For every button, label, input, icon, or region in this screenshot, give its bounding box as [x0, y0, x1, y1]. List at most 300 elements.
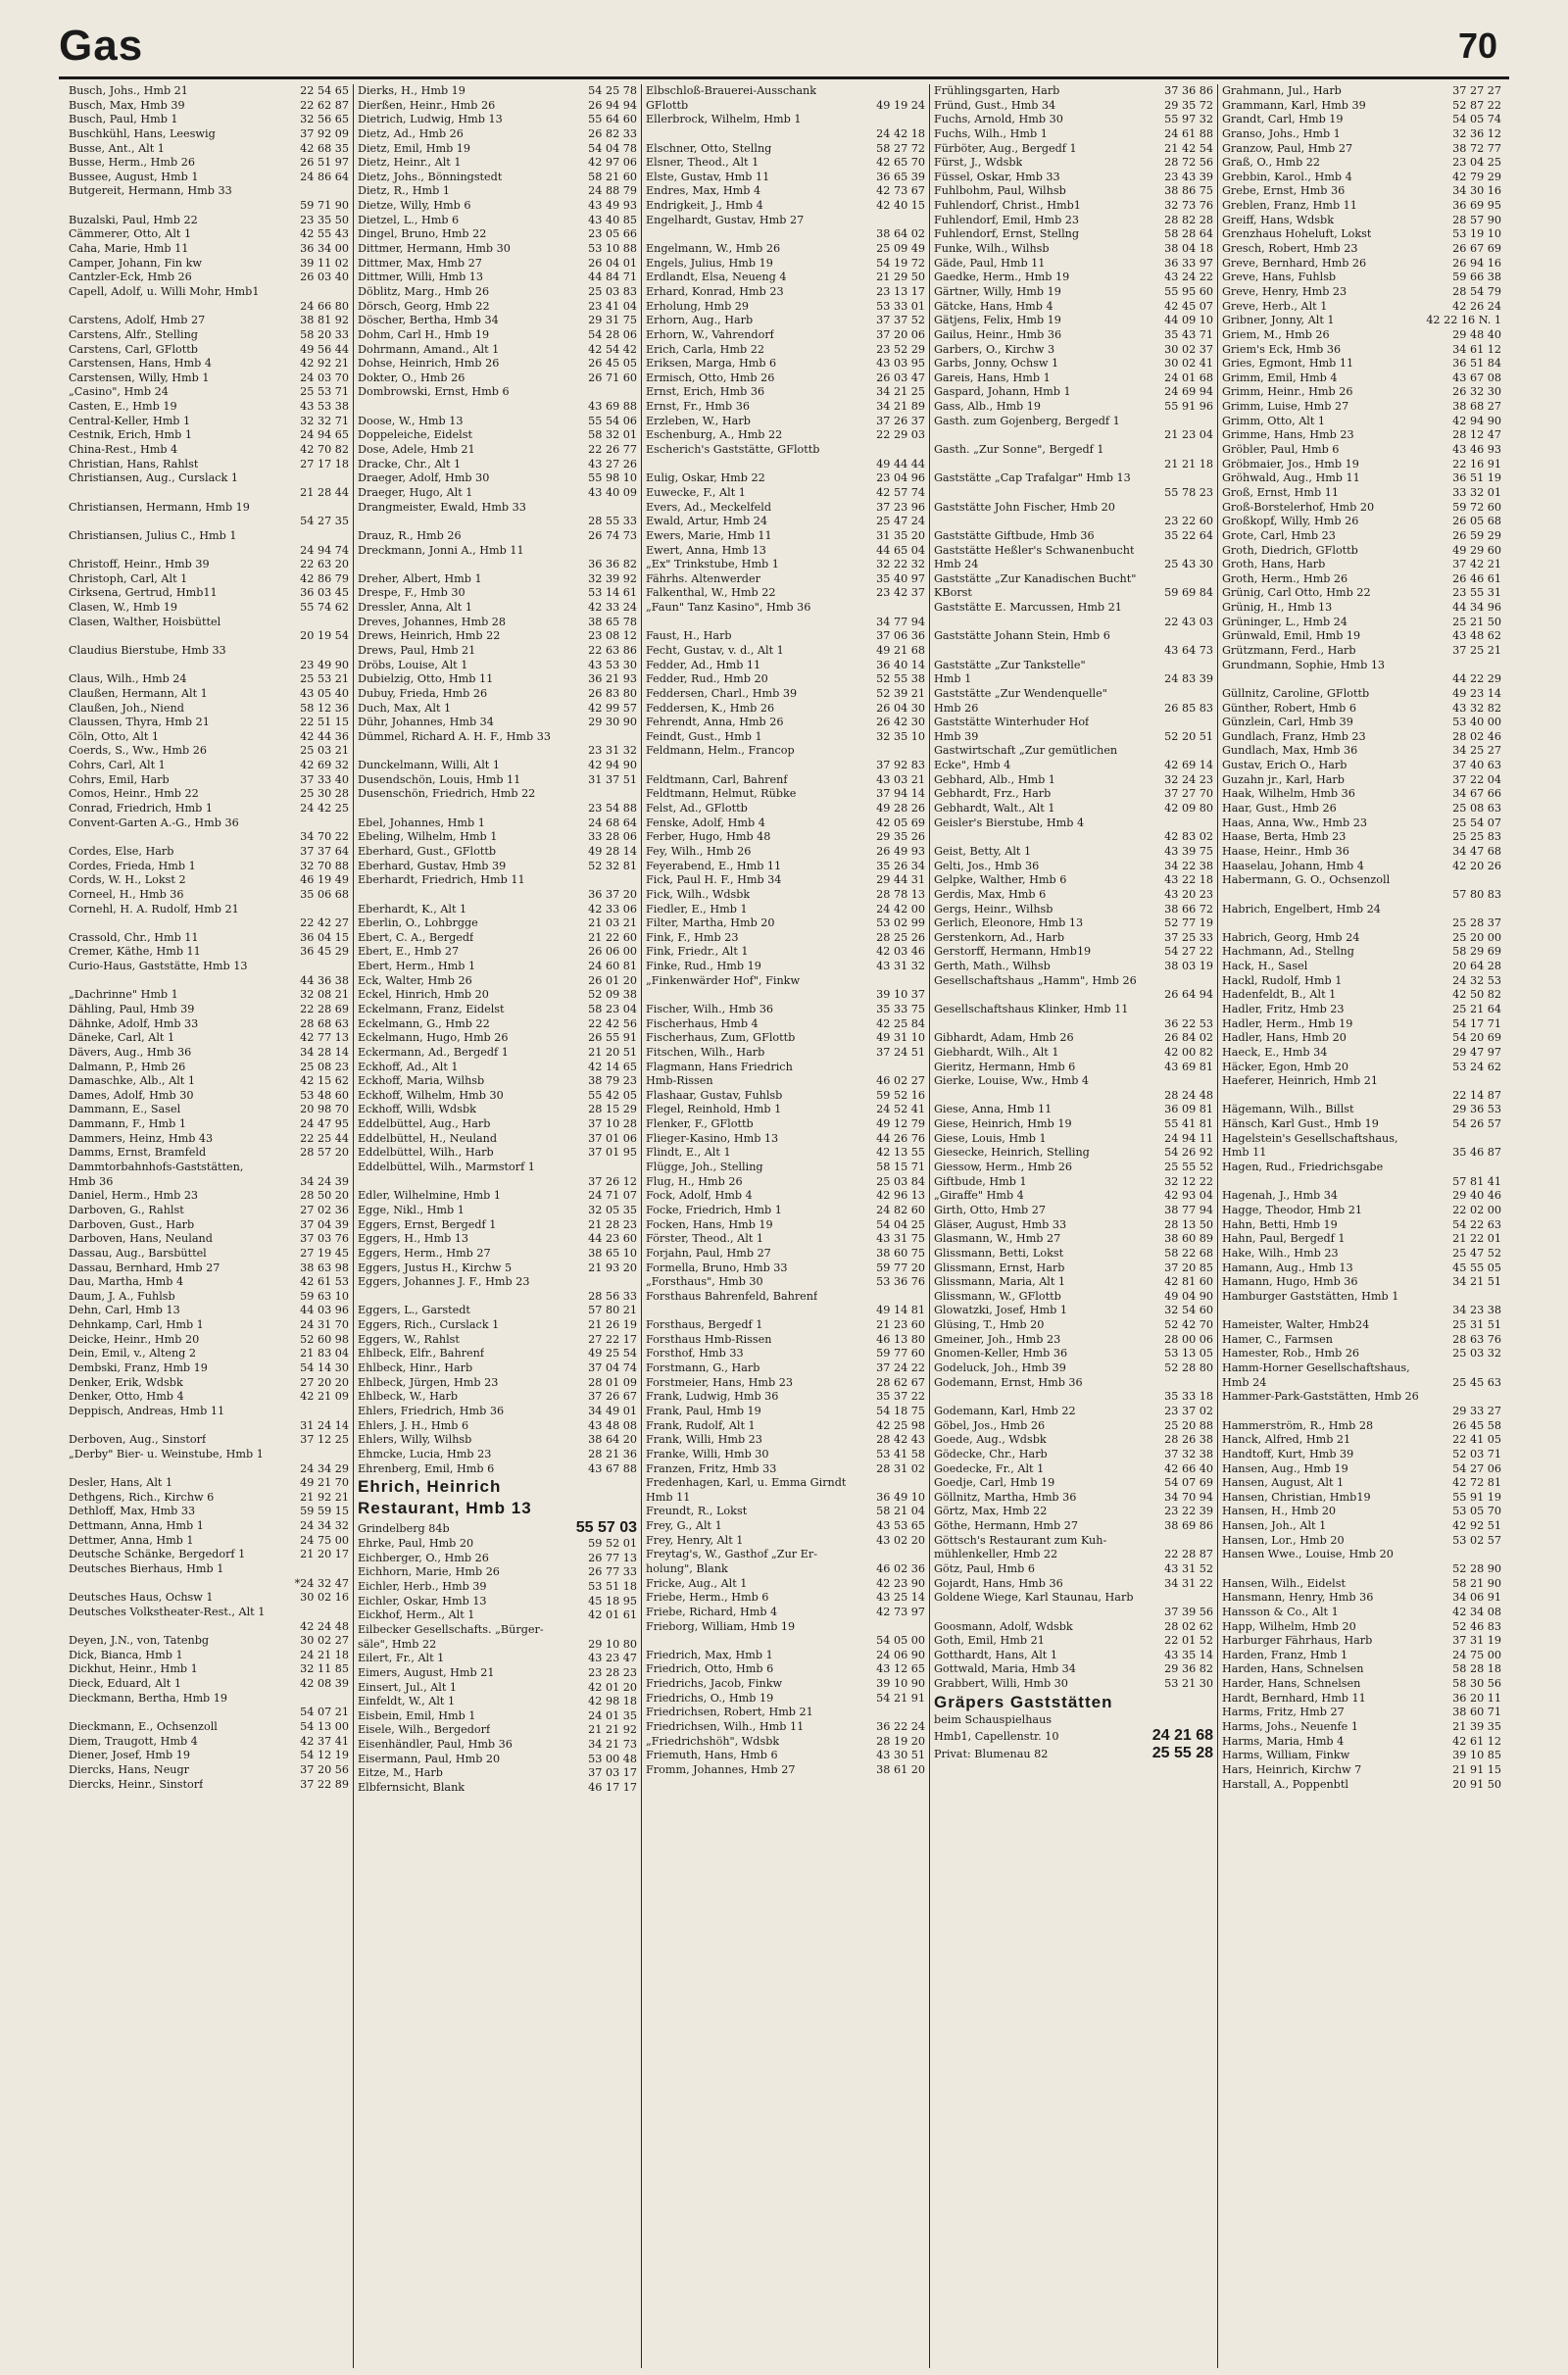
entry-phone: 53 40 00 [1452, 716, 1501, 729]
entry-phone: 55 98 10 [588, 471, 637, 485]
entry-phone: 42 69 32 [300, 759, 349, 772]
list-item [646, 1634, 925, 1649]
list-item [934, 199, 1213, 214]
entry-phone: 42 22 16 N. 1 [1426, 314, 1501, 327]
list-item [69, 428, 349, 443]
entry-phone: 24 42 18 [876, 126, 925, 140]
list-item [1222, 1189, 1501, 1204]
list-item [646, 1548, 925, 1562]
entry-phone: 42 37 41 [300, 1734, 349, 1748]
entry-name: Eggers, Rich., Curslack 1 [358, 1318, 500, 1332]
entry-name: Christiansen, Hermann, Hmb 19 [69, 500, 250, 514]
entry-name: Grandt, Carl, Hmb 19 [1222, 113, 1344, 126]
entry-name: Flagmann, Hans Friedrich [646, 1060, 793, 1073]
entry-name: Gaststätte „Zur Kanadischen Bucht" [934, 571, 1137, 585]
entry-name: Focke, Friedrich, Hmb 1 [646, 1203, 782, 1216]
list-item [1222, 1290, 1501, 1305]
list-item [69, 1333, 349, 1348]
list-item [1222, 371, 1501, 386]
list-item [69, 1117, 349, 1132]
entry-name: Eddelbüttel, Wilh., Marmstorf 1 [358, 1161, 535, 1174]
entry-phone: 21 26 19 [588, 1318, 637, 1332]
entry-phone: 22 42 56 [588, 1016, 637, 1030]
list-item [934, 845, 1213, 860]
entry-name: „Finkenwärder Hof", Finkw [646, 973, 801, 987]
entry-phone: 37 37 52 [876, 314, 925, 327]
entry-phone: 23 04 25 [1452, 156, 1501, 170]
list-item [69, 945, 349, 960]
entry-name: Duch, Max, Alt 1 [358, 701, 452, 715]
entry-name: Haar, Gust., Hmb 26 [1222, 802, 1337, 816]
list-item [69, 1103, 349, 1117]
list-item [1222, 1763, 1501, 1778]
list-item [934, 1103, 1213, 1117]
entry-name: Dalmann, P., Hmb 26 [69, 1060, 186, 1073]
entry-name: Elsner, Theod., Alt 1 [646, 156, 760, 170]
list-item [934, 1175, 1213, 1190]
list-item [358, 385, 637, 400]
list-item [358, 371, 637, 386]
list-item [358, 1117, 637, 1132]
entry-name: Dusendschön, Louis, Hmb 11 [358, 772, 521, 786]
list-item [934, 501, 1213, 516]
entry-phone: 49 29 60 [1452, 543, 1501, 557]
entry-phone: 34 21 51 [1452, 1275, 1501, 1289]
list-item [934, 586, 1213, 601]
entry-phone: 53 51 18 [588, 1580, 637, 1594]
list-item [646, 802, 925, 816]
list-item [934, 601, 1213, 616]
entry-phone: 24 66 80 [300, 299, 349, 313]
list-item [69, 1304, 349, 1318]
entry-phone: 37 92 83 [876, 759, 925, 772]
entry-phone: 49 28 14 [588, 844, 637, 858]
entry-name: Freundt, R., Lokst [646, 1505, 748, 1518]
entry-name: Garbs, Jonny, Ochsw 1 [934, 357, 1059, 371]
entry-name: Freytag's, W., Gasthof „Zur Er- [646, 1548, 817, 1561]
entry-phone: 43 23 47 [588, 1652, 637, 1665]
entry-phone: 26 06 00 [588, 945, 637, 959]
entry-phone: 29 10 80 [588, 1637, 637, 1651]
entry-name: Dietze, Willy, Hmb 6 [358, 199, 471, 213]
list-item [1222, 1677, 1501, 1692]
entry-phone: 39 10 90 [876, 1677, 925, 1691]
entry-name: Haas, Anna, Ww., Hmb 23 [1222, 816, 1367, 829]
list-item [69, 300, 349, 315]
entry-name: Döblitz, Marg., Hmb 26 [358, 284, 490, 298]
list-item [646, 1347, 925, 1361]
entry-phone: 59 72 60 [1452, 500, 1501, 514]
list-item [358, 1681, 637, 1696]
entry-phone: 42 57 74 [876, 485, 925, 499]
entry-name: Grebbin, Karol., Hmb 4 [1222, 170, 1352, 183]
list-item [934, 1419, 1213, 1434]
entry-phone: 32 36 12 [1452, 126, 1501, 140]
entry-phone: 26 04 30 [876, 701, 925, 715]
entry-phone: 37 39 56 [1164, 1605, 1213, 1618]
entry-name: Dietz, Ad., Hmb 26 [358, 126, 464, 140]
list-item [358, 1232, 637, 1247]
list-item [69, 1519, 349, 1534]
entry-phone: 21 20 17 [300, 1548, 349, 1561]
entry-phone: 21 91 15 [1452, 1762, 1501, 1776]
entry-phone: 22 51 15 [300, 716, 349, 729]
list-item [358, 184, 637, 199]
entry-phone: 21 21 92 [588, 1723, 637, 1737]
entry-phone: 34 21 73 [588, 1738, 637, 1752]
entry-name: Griem's Eck, Hmb 36 [1222, 342, 1342, 356]
list-item [934, 1017, 1213, 1032]
list-item [646, 1318, 925, 1333]
entry-phone: 49 23 14 [1452, 686, 1501, 700]
entry-phone: 37 22 89 [300, 1777, 349, 1791]
list-item [358, 1652, 637, 1666]
entry-name: Gaststätte John Fischer, Hmb 20 [934, 500, 1115, 514]
entry-phone: 49 25 54 [588, 1347, 637, 1361]
list-item [646, 1074, 925, 1089]
list-item [69, 702, 349, 717]
entry-phone: 43 67 08 [1452, 371, 1501, 384]
list-item [69, 1318, 349, 1333]
entry-name: Förster, Theod., Alt 1 [646, 1232, 764, 1246]
entry-name: Ebert, E., Hmb 27 [358, 945, 460, 959]
entry-name: Gerstenkorn, Ad., Harb [934, 930, 1064, 944]
list-item [358, 1061, 637, 1075]
list-item [69, 687, 349, 702]
entry-name: Dunckelmann, Willi, Alt 1 [358, 759, 500, 772]
entry-phone: 25 03 84 [876, 1174, 925, 1188]
entry-phone: 49 19 24 [876, 98, 925, 112]
entry-name: Forjahn, Paul, Hmb 27 [646, 1246, 771, 1260]
list-item [934, 343, 1213, 358]
entry-name: Goldene Wiege, Karl Staunau, Harb [934, 1591, 1134, 1605]
list-item [1222, 1390, 1501, 1405]
entry-name: Hack, H., Sasel [1222, 960, 1308, 973]
entry-phone: 43 53 30 [588, 658, 637, 671]
list-item [69, 1505, 349, 1519]
entry-phone: 34 28 14 [300, 1045, 349, 1059]
entry-name: Eggers, Justus H., Kirchw 5 [358, 1261, 513, 1274]
entry-name: Dettmer, Anna, Hmb 1 [69, 1533, 194, 1547]
entry-name: Giftbude, Hmb 1 [934, 1174, 1027, 1188]
entry-phone: 38 65 10 [588, 1246, 637, 1260]
entry-name: Eberhardt, K., Alt 1 [358, 902, 467, 915]
entry-name: Eckelmann, Franz, Eidelst [358, 1003, 505, 1015]
entry-name: Eickhof, Herm., Alt 1 [358, 1608, 475, 1622]
list-item [358, 1623, 637, 1638]
entry-name: Eichler, Oskar, Hmb 13 [358, 1594, 487, 1608]
list-item [1222, 127, 1501, 142]
list-item [934, 1727, 1213, 1745]
entry-phone: 35 33 18 [1164, 1390, 1213, 1404]
list-item [69, 860, 349, 874]
list-item [358, 1074, 637, 1089]
entry-phone: 37 27 70 [1164, 787, 1213, 801]
entry-name: Darboven, Hans, Neuland [69, 1232, 213, 1246]
entry-phone: 37 24 51 [876, 1045, 925, 1059]
list-item [358, 1146, 637, 1161]
entry-name: beim Schauspielhaus [934, 1712, 1053, 1726]
entry-phone: 24 42 00 [876, 902, 925, 915]
list-item [934, 931, 1213, 946]
entry-name: Engels, Julius, Hmb 19 [646, 256, 773, 270]
list-item [1222, 1591, 1501, 1606]
entry-phone: 22 25 44 [300, 1131, 349, 1145]
list-item [646, 586, 925, 601]
entry-name: Frühlingsgarten, Harb [934, 84, 1060, 97]
entry-name: Eichhorn, Marie, Hmb 26 [358, 1565, 500, 1579]
entry-name: Geisler's Bierstube, Hmb 4 [934, 816, 1085, 829]
entry-phone: 28 82 28 [1164, 213, 1213, 226]
entry-phone: 55 54 06 [588, 414, 637, 427]
entry-phone: 36 34 00 [300, 242, 349, 256]
list-item [358, 1290, 637, 1305]
list-item [934, 1462, 1213, 1477]
entry-phone: 24 82 60 [876, 1203, 925, 1216]
entry-name: Derboven, Aug., Sinstorf [69, 1433, 207, 1447]
list-item [69, 558, 349, 572]
list-item [646, 960, 925, 974]
entry-phone: 22 43 03 [1164, 615, 1213, 628]
entry-name: Convent-Garten A.-G., Hmb 36 [69, 816, 239, 829]
list-item [934, 1692, 1213, 1713]
entry-phone: 42 81 60 [1164, 1275, 1213, 1289]
list-item [646, 1405, 925, 1419]
list-item [69, 773, 349, 788]
entry-phone: 26 42 30 [876, 716, 925, 729]
entry-phone: 54 28 06 [588, 327, 637, 341]
list-item [69, 184, 349, 199]
entry-phone: 33 28 06 [588, 830, 637, 844]
list-item [934, 1117, 1213, 1132]
entry-phone: 43 69 81 [1164, 1060, 1213, 1073]
entry-phone: 38 60 71 [1452, 1706, 1501, 1719]
list-item [1222, 716, 1501, 730]
list-item [69, 343, 349, 358]
list-item [934, 1161, 1213, 1175]
list-item [646, 371, 925, 386]
list-item [358, 1552, 637, 1566]
entry-phone: 24 21 68 [1152, 1727, 1213, 1745]
list-item [69, 1247, 349, 1262]
entry-name: Franzen, Fritz, Hmb 33 [646, 1461, 777, 1475]
list-item [69, 385, 349, 400]
list-item [69, 1204, 349, 1218]
entry-name: Groth, Hans, Harb [1222, 558, 1326, 571]
list-item [934, 716, 1213, 730]
entry-name: Gläser, August, Hmb 33 [934, 1217, 1067, 1231]
entry-phone: 23 49 90 [300, 658, 349, 671]
entry-name: Göttsch's Restaurant zum Kuh- [934, 1533, 1107, 1547]
list-item [646, 616, 925, 630]
entry-phone: 37 10 28 [588, 1117, 637, 1131]
entry-name: Eriksen, Marga, Hmb 6 [646, 357, 777, 371]
entry-phone: 26 64 94 [1164, 988, 1213, 1002]
entry-phone: 22 02 00 [1452, 1203, 1501, 1216]
list-item [646, 84, 925, 99]
entry-name: Gnomen-Keller, Hmb 36 [934, 1347, 1068, 1361]
entry-name: Haeferer, Heinrich, Hmb 21 [1222, 1074, 1378, 1088]
entry-phone: 55 74 62 [300, 601, 349, 615]
list-item [69, 357, 349, 371]
entry-phone: 42 83 02 [1164, 830, 1213, 844]
entry-name: Deutsche Schänke, Bergedorf 1 [69, 1548, 246, 1561]
entry-phone: 42 66 40 [1164, 1461, 1213, 1475]
entry-name: Gesellschaftshaus „Hamm", Hmb 26 [934, 973, 1137, 987]
entry-phone: 22 63 20 [300, 558, 349, 571]
entry-name: Dehn, Carl, Hmb 13 [69, 1304, 180, 1317]
list-item [934, 572, 1213, 587]
entry-name: Cremer, Käthe, Hmb 11 [69, 945, 201, 959]
list-item [69, 415, 349, 429]
list-item [646, 214, 925, 228]
entry-name: Hardt, Bernhard, Hmb 11 [1222, 1691, 1366, 1705]
list-item [1222, 443, 1501, 458]
list-item [1222, 400, 1501, 415]
entry-name: Central-Keller, Hmb 1 [69, 414, 191, 427]
entry-name: Ehlbeck, Jürgen, Hmb 23 [358, 1375, 499, 1389]
entry-name: Privat: Blumenau 82 [934, 1748, 1049, 1761]
list-item [646, 873, 925, 888]
entry-name: Hansen, August, Alt 1 [1222, 1476, 1345, 1490]
list-item [358, 845, 637, 860]
list-item [358, 974, 637, 989]
entry-name: Drauz, R., Hmb 26 [358, 528, 462, 542]
entry-phone: 29 35 72 [1164, 98, 1213, 112]
entry-name: Harms, Maria, Hmb 4 [1222, 1734, 1345, 1748]
list-item [934, 816, 1213, 831]
list-item [69, 616, 349, 630]
entry-phone: 54 26 92 [1164, 1146, 1213, 1160]
list-item [646, 1132, 925, 1147]
list-item [1222, 903, 1501, 917]
entry-name: Giessow, Herm., Hmb 26 [934, 1161, 1073, 1174]
entry-name: Ewald, Artur, Hmb 24 [646, 515, 767, 528]
entry-phone: 36 21 93 [588, 672, 637, 686]
entry-phone: 37 01 95 [588, 1146, 637, 1160]
entry-name: Denker, Erik, Wdsbk [69, 1375, 183, 1389]
entry-name: Gresch, Robert, Hmb 23 [1222, 242, 1358, 256]
entry-name: Egge, Nikl., Hmb 1 [358, 1203, 465, 1216]
list-item [934, 644, 1213, 659]
list-item [1222, 1132, 1501, 1147]
entry-name: Funke, Wilh., Wilhsb [934, 242, 1050, 256]
entry-name: Christiansen, Aug., Curslack 1 [69, 471, 238, 485]
list-item [646, 888, 925, 903]
list-item [358, 960, 637, 974]
entry-name: Buzalski, Paul, Hmb 22 [69, 213, 198, 226]
list-item [646, 1146, 925, 1161]
list-item [646, 486, 925, 501]
entry-name: Grote, Carl, Hmb 23 [1222, 528, 1336, 542]
list-item [1222, 1433, 1501, 1448]
entry-phone: 37 03 76 [300, 1232, 349, 1246]
list-item [1222, 1175, 1501, 1190]
entry-name: Cordes, Frieda, Hmb 1 [69, 859, 196, 872]
list-item [1222, 1419, 1501, 1434]
entry-name: Gries, Egmont, Hmb 11 [1222, 357, 1354, 371]
entry-name: Dein, Emil, v., Alteng 2 [69, 1347, 197, 1361]
entry-name: Dierks, H., Hmb 19 [358, 84, 466, 97]
entry-phone: 27 22 17 [588, 1332, 637, 1346]
entry-name: Daum, J. A., Fuhlsb [69, 1289, 175, 1303]
entry-phone: 25 20 00 [1452, 930, 1501, 944]
entry-name: Dombrowski, Ernst, Hmb 6 [358, 385, 510, 399]
entry-phone: 42 14 65 [588, 1060, 637, 1073]
entry-name: Gergs, Heinr., Wilhsb [934, 902, 1054, 915]
entry-phone: 42 25 98 [876, 1418, 925, 1432]
list-item [1222, 1448, 1501, 1462]
entry-phone: 29 31 75 [588, 314, 637, 327]
entry-name: Doppeleiche, Eidelst [358, 428, 472, 442]
list-item [358, 515, 637, 529]
entry-phone: 42 65 70 [876, 156, 925, 170]
list-item [934, 385, 1213, 400]
entry-name: Ewert, Anna, Hmb 13 [646, 543, 766, 557]
entry-phone: 37 24 22 [876, 1361, 925, 1375]
entry-phone: 36 36 82 [588, 558, 637, 571]
list-item [934, 242, 1213, 257]
entry-phone: 52 28 90 [1452, 1561, 1501, 1575]
list-item [1222, 171, 1501, 185]
entry-name: Conrad, Friedrich, Hmb 1 [69, 802, 213, 816]
entry-name: Erich, Carla, Hmb 22 [646, 342, 764, 356]
entry-phone: 24 94 74 [300, 543, 349, 557]
list-item [69, 960, 349, 974]
list-item [69, 1161, 349, 1175]
list-item [1222, 960, 1501, 974]
list-item [646, 1620, 925, 1635]
entry-name: Gäde, Paul, Hmb 11 [934, 256, 1046, 270]
entry-name: Cestnik, Erich, Hmb 1 [69, 428, 192, 442]
entry-phone: 43 39 75 [1164, 844, 1213, 858]
entry-name: Dethgens, Rich., Kirchw 6 [69, 1490, 215, 1504]
entry-name: Eddelbüttel, Wilh., Harb [358, 1146, 494, 1160]
entry-phone: 25 08 23 [300, 1060, 349, 1073]
entry-phone: 27 19 45 [300, 1246, 349, 1260]
entry-name: Eisbein, Emil, Hmb 1 [358, 1708, 476, 1722]
entry-name: Happ, Wilhelm, Hmb 20 [1222, 1619, 1356, 1633]
entry-phone: 24 94 11 [1164, 1131, 1213, 1145]
entry-phone: 36 45 29 [300, 945, 349, 959]
entry-phone: 36 20 11 [1452, 1691, 1501, 1705]
entry-phone: 28 55 33 [588, 515, 637, 528]
entry-name: Göllnitz, Martha, Hmb 36 [934, 1490, 1077, 1504]
entry-phone: 53 02 57 [1452, 1533, 1501, 1547]
list-item [69, 931, 349, 946]
entry-name: Groth, Herm., Hmb 26 [1222, 571, 1348, 585]
list-item [69, 1275, 349, 1290]
entry-phone: 30 02 27 [300, 1634, 349, 1648]
list-item [646, 199, 925, 214]
entry-name: Gotthardt, Hans, Alt 1 [934, 1648, 1057, 1661]
entry-phone: 36 22 53 [1164, 1016, 1213, 1030]
entry-name: Dreckmann, Jonni A., Hmb 11 [358, 543, 524, 557]
entry-phone: 42 01 61 [588, 1608, 637, 1622]
list-item [1222, 1204, 1501, 1218]
list-item [934, 486, 1213, 501]
entry-name: Forsthof, Hmb 33 [646, 1347, 744, 1361]
entry-phone: 22 41 05 [1452, 1433, 1501, 1447]
list-item [1222, 1376, 1501, 1391]
list-item [1222, 873, 1501, 888]
list-item [69, 1017, 349, 1032]
entry-phone: 22 28 69 [300, 1003, 349, 1015]
list-item [934, 458, 1213, 472]
list-item [934, 974, 1213, 989]
list-item [646, 529, 925, 544]
entry-name: Dettmann, Anna, Hmb 1 [69, 1519, 204, 1533]
